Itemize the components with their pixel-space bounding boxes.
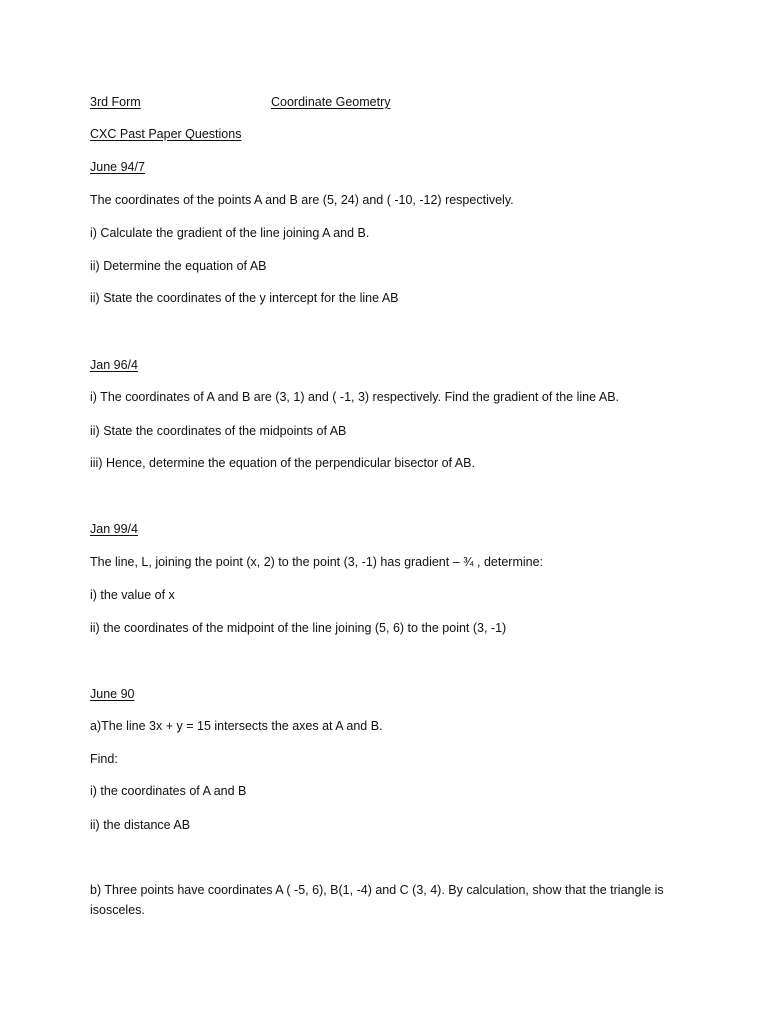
question-line: ii) the distance AB bbox=[90, 818, 191, 832]
question-line: i) The coordinates of A and B are (3, 1) and ( -1, 3) respectively. Find the gradient of the line AB. bbox=[90, 390, 619, 404]
question-line: ii) Determine the equation of AB bbox=[90, 259, 267, 273]
question-line: ii) the coordinates of the midpoint of the line joining (5, 6) to the point (3, -1) bbox=[90, 621, 507, 635]
question-line: i) the coordinates of A and B bbox=[90, 784, 247, 798]
question-line: ii) State the coordinates of the midpoints of AB bbox=[90, 424, 347, 438]
question-line: b) Three points have coordinates A ( -5, 6), B(1, -4) and C (3, 4). By calculation, show that the triangle is isosceles. bbox=[90, 883, 664, 917]
topic-title: Coordinate Geometry bbox=[271, 95, 391, 109]
question-line: Find: bbox=[90, 752, 118, 766]
subtitle: CXC Past Paper Questions bbox=[90, 127, 242, 141]
question-line: a)The line 3x + y = 15 intersects the axes at A and B. bbox=[90, 719, 383, 733]
section-heading-june-90: June 90 bbox=[90, 687, 135, 701]
question-line: i) the value of x bbox=[90, 588, 175, 602]
section-heading-jan-96: Jan 96/4 bbox=[90, 358, 138, 372]
question-line: i) Calculate the gradient of the line joining A and B. bbox=[90, 226, 370, 240]
form-label: 3rd Form bbox=[90, 95, 141, 109]
question-line: ii) State the coordinates of the y intercept for the line AB bbox=[90, 291, 399, 305]
question-line: iii) Hence, determine the equation of the perpendicular bisector of AB. bbox=[90, 456, 475, 470]
question-line: The coordinates of the points A and B are (5, 24) and ( -10, -12) respectively. bbox=[90, 193, 514, 207]
section-heading-june-94: June 94/7 bbox=[90, 160, 145, 174]
section-heading-jan-99: Jan 99/4 bbox=[90, 522, 138, 536]
question-line: The line, L, joining the point (x, 2) to the point (3, -1) has gradient – ¾ , determine: bbox=[90, 555, 544, 569]
